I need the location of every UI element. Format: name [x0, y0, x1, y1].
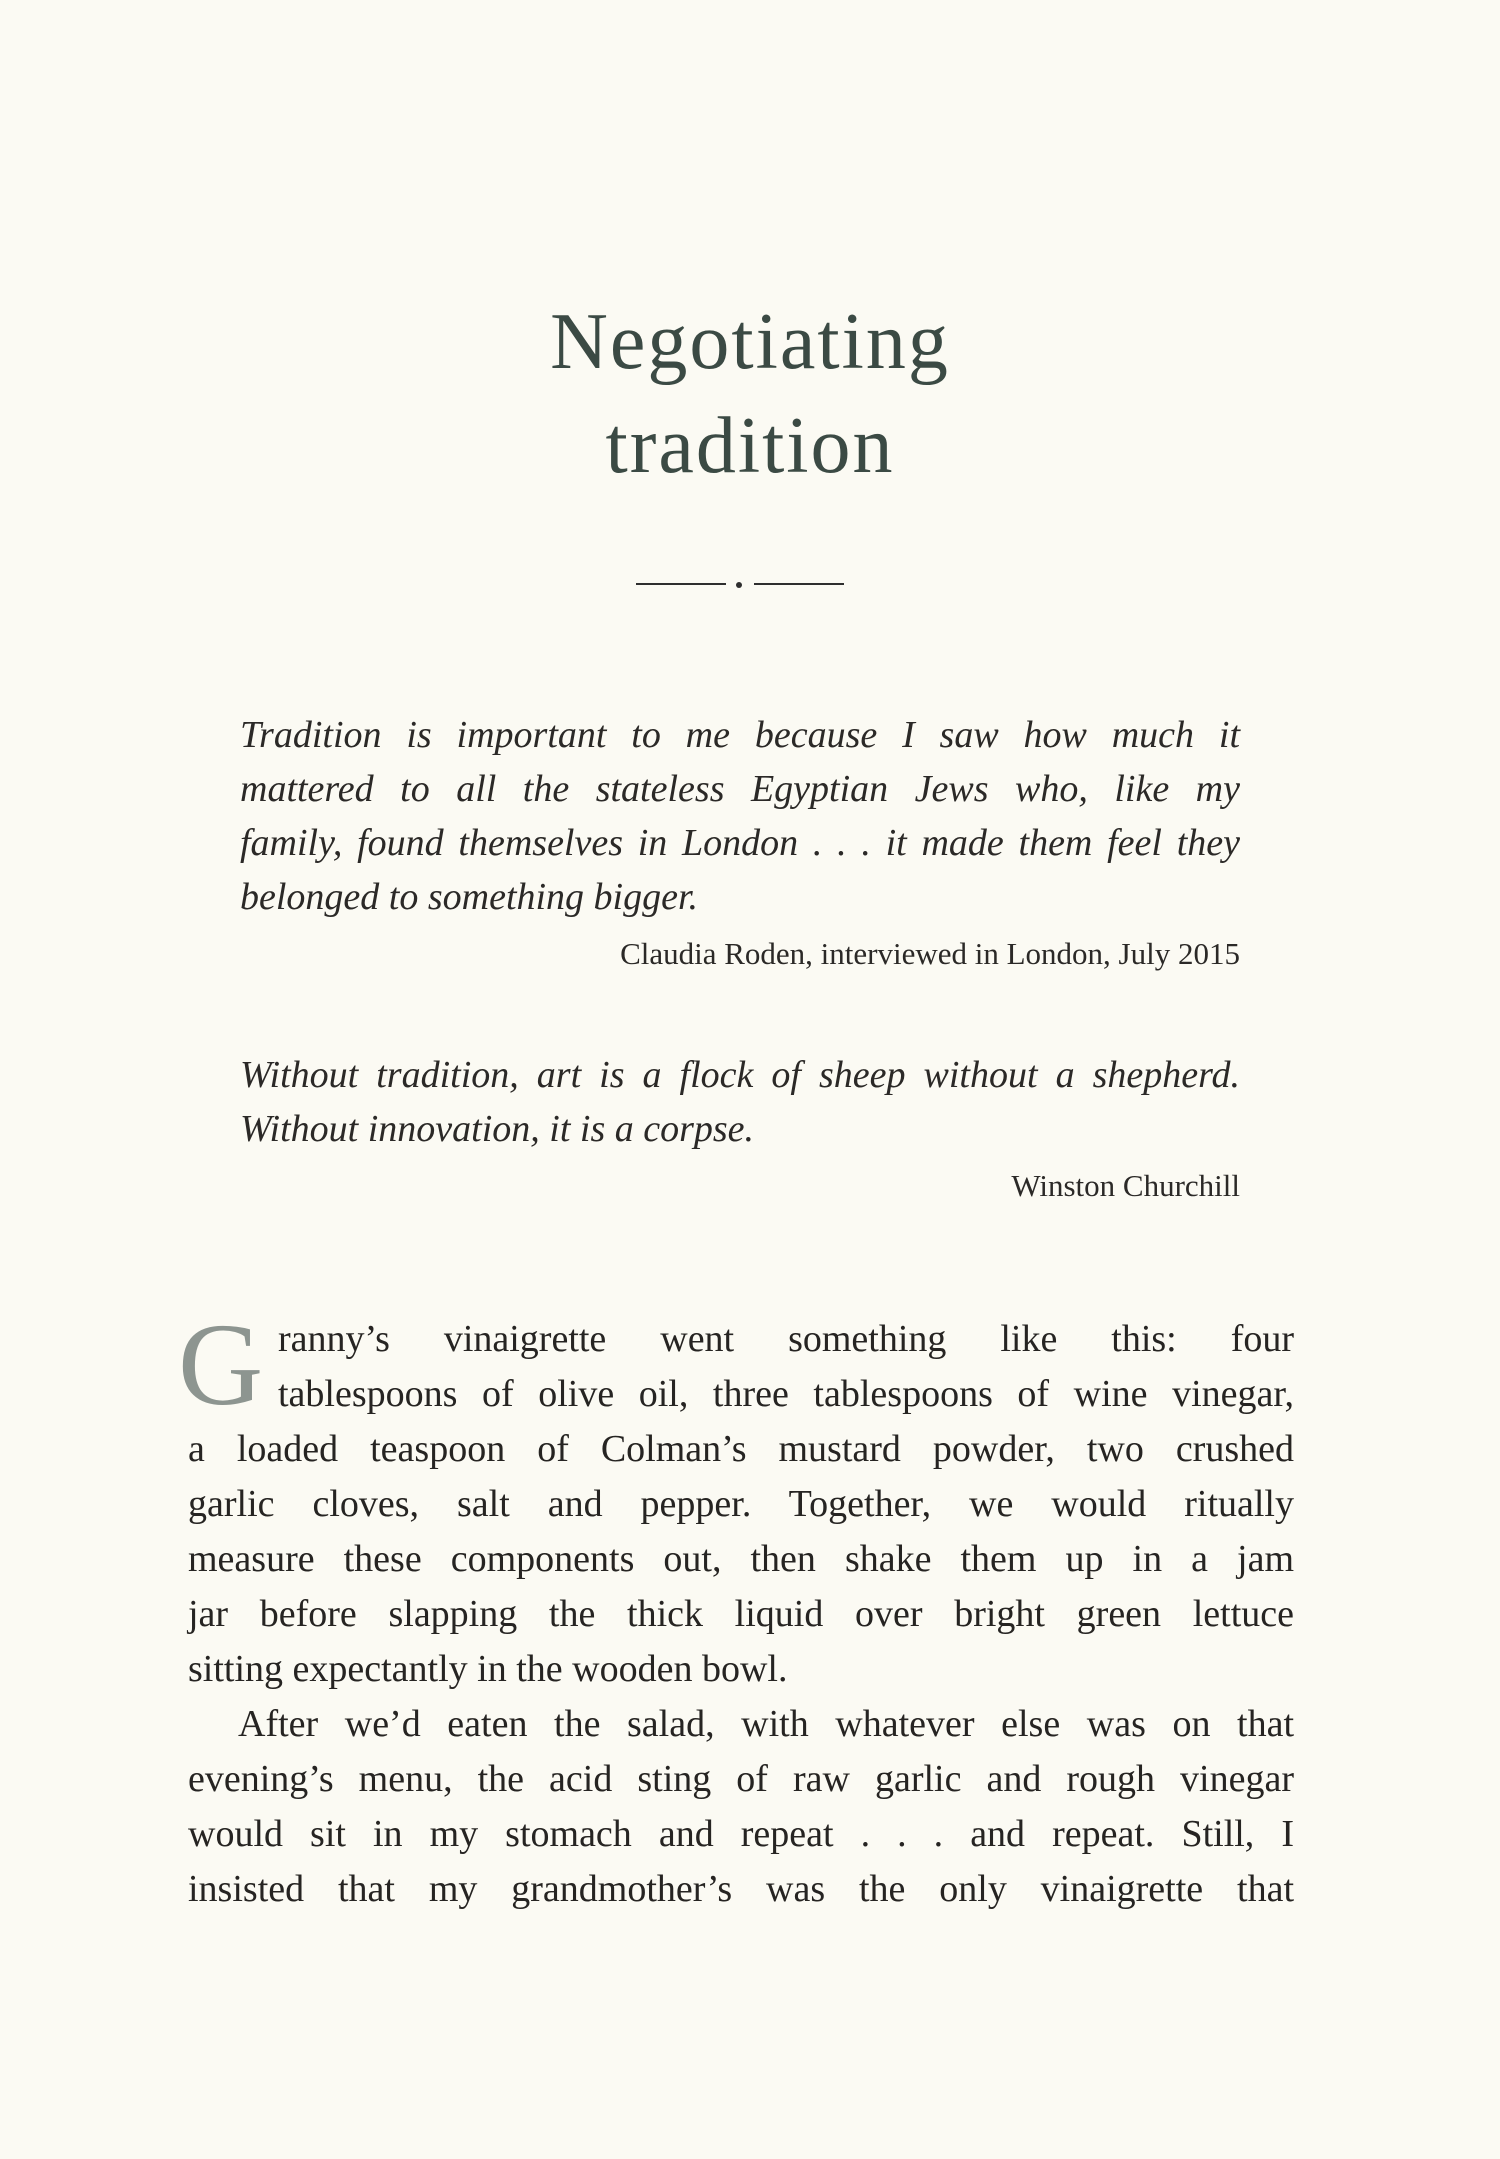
body-line: a loaded teaspoon of Colman’s mustard powder, two crushed: [188, 1428, 1294, 1470]
body-line: After we’d eaten the salad, with whatever else was on that: [238, 1703, 1294, 1745]
epigraph-line: Without tradition, art is a flock of sheep without a shepherd.: [240, 1054, 1240, 1096]
body-text: [178, 1299, 1294, 1917]
epigraph-roden: [240, 708, 1240, 976]
epigraph-line: belonged to something bigger.: [240, 876, 699, 918]
epigraph-churchill: [240, 1048, 1240, 1208]
chapter-title: [0, 290, 1500, 498]
paragraph-1: [178, 1299, 1294, 1697]
body-line: evening’s menu, the acid sting of raw garlic and rough vinegar: [188, 1758, 1294, 1800]
body-line: tablespoons of olive oil, three tablespoons of wine vinegar,: [278, 1373, 1294, 1415]
epigraph-line: family, found themselves in London . . . it made them feel they: [240, 822, 1240, 864]
chapter-title-line-2: tradition: [605, 402, 895, 490]
epigraph-quote: [240, 1048, 1240, 1156]
body-line: measure these components out, then shake them up in a jam: [188, 1538, 1294, 1580]
paragraph-2: [188, 1697, 1294, 1917]
ornament-rule-left: [636, 583, 726, 585]
ornament-dot: [736, 582, 742, 588]
epigraph-line: Tradition is important to me because I saw how much it: [240, 714, 1240, 756]
body-line: jar before slapping the thick liquid over bright green lettuce: [188, 1593, 1294, 1635]
body-line: garlic cloves, salt and pepper. Together, we would ritually: [188, 1483, 1294, 1525]
ornament-rule-right: [754, 583, 844, 585]
body-line: ranny’s vinaigrette went something like this: four: [278, 1318, 1294, 1360]
body-line: sitting expectantly in the wooden bowl.: [188, 1648, 788, 1690]
epigraph-line: mattered to all the stateless Egyptian Jews who, like my: [240, 768, 1240, 810]
body-line: insisted that my grandmother’s was the only vinaigrette that: [188, 1868, 1294, 1910]
chapter-title-line-1: Negotiating: [550, 298, 950, 386]
epigraph-line: Without innovation, it is a corpse.: [240, 1108, 755, 1150]
title-ornament: [636, 578, 844, 590]
epigraph-attribution: Claudia Roden, interviewed in London, July 2015: [620, 936, 1240, 971]
epigraph-attribution: Winston Churchill: [1011, 1168, 1240, 1203]
epigraph-quote: [240, 708, 1240, 924]
body-line: would sit in my stomach and repeat . . . and repeat. Still, I: [188, 1813, 1294, 1855]
drop-cap: G: [178, 1299, 264, 1430]
